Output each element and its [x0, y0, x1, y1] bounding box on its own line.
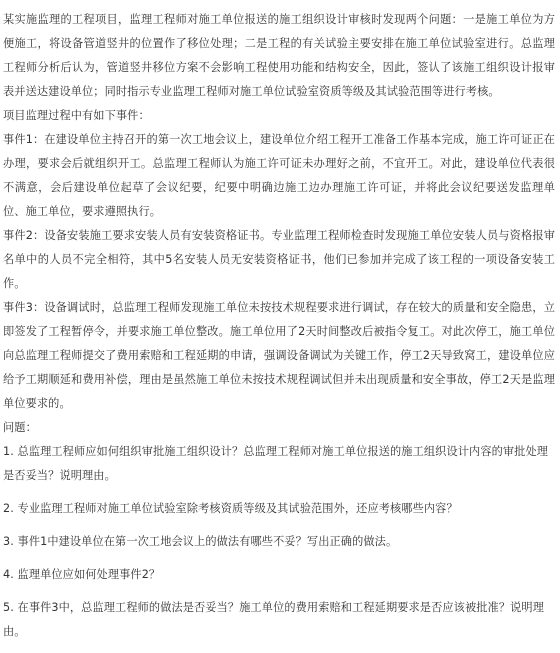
document-body	[3, 8, 555, 653]
question-item: 1. 总监理工程师应如何组织审批施工组织设计？总监理工程师对施工单位报送的施工组织设计内容的审批处理是否妥当？说明理由。	[3, 445, 549, 482]
event-2-paragraph: 事件2：设备安装施工要求安装人员有安装资格证书。专业监理工程师检查时发现施工单位安装人员与资格报审名单中的人员不完全相符，其中5名安装人员无安装资格证书，他们已参加并完成了该工程的一项设备安装工作。	[3, 229, 555, 290]
question-item: 4. 监理单位应如何处理事件2？	[3, 568, 161, 581]
question-item: 2. 专业监理工程师对施工单位试验室除考核资质等级及其试验范围外，还应考核哪些内容？	[3, 502, 458, 515]
questions-heading: 问题：	[3, 421, 37, 434]
question-item: 5. 在事件3中，总监理工程师的做法是否妥当？施工单位的费用索赔和工程延期要求是否应该被批准？说明理由。	[3, 601, 544, 638]
event-1-paragraph: 事件1：在建设单位主持召开的第一次工地会议上，建设单位介绍工程开工准备工作基本完成，施工许可证正在办理，要求会后就组织开工。总监理工程师认为施工许可证未办理好之前，不宜开工。对此，建设单位代表很不满意，会后建设单位起草了会议纪要，纪要中明确边施工边办理施工许可证，并将此会议纪要送发监理单位、施工单位，要求遵照执行。	[3, 133, 555, 218]
question-item: 3. 事件1中建设单位在第一次工地会议上的做法有哪些不妥？写出正确的做法。	[3, 535, 398, 548]
events-heading: 项目监理过程中有如下事件：	[3, 109, 150, 122]
intro-paragraph: 某实施监理的工程项目，监理工程师对施工单位报送的施工组织设计审核时发现两个问题：一是施工单位为方便施工，将设备管道竖井的位置作了移位处理；二是工程的有关试验主要安排在施工单位试验室进行。总监理工程师分析后认为，管道竖井移位方案不会影响工程使用功能和结构安全，因此，签认了该施工组织设计报审表并送达建设单位；同时指示专业监理工程师对施工单位试验室资质等级及其试验范围等进行考核。	[3, 13, 555, 98]
questions-list	[3, 440, 555, 644]
event-3-paragraph: 事件3：设备调试时，总监理工程师发现施工单位未按技术规程要求进行调试，存在较大的质量和安全隐患，立即签发了工程暂停令，并要求施工单位整改。施工单位用了2天时间整改后被指令复工。对此次停工，施工单位向总监理工程师提交了费用索赔和工程延期的申请，强调设备调试为关键工作，停工2天导致窝工，建设单位应给予工期顺延和费用补偿，理由是虽然施工单位未按技术规程调试但并未出现质量和安全事故，停工2天是监理单位要求的。	[3, 301, 555, 410]
